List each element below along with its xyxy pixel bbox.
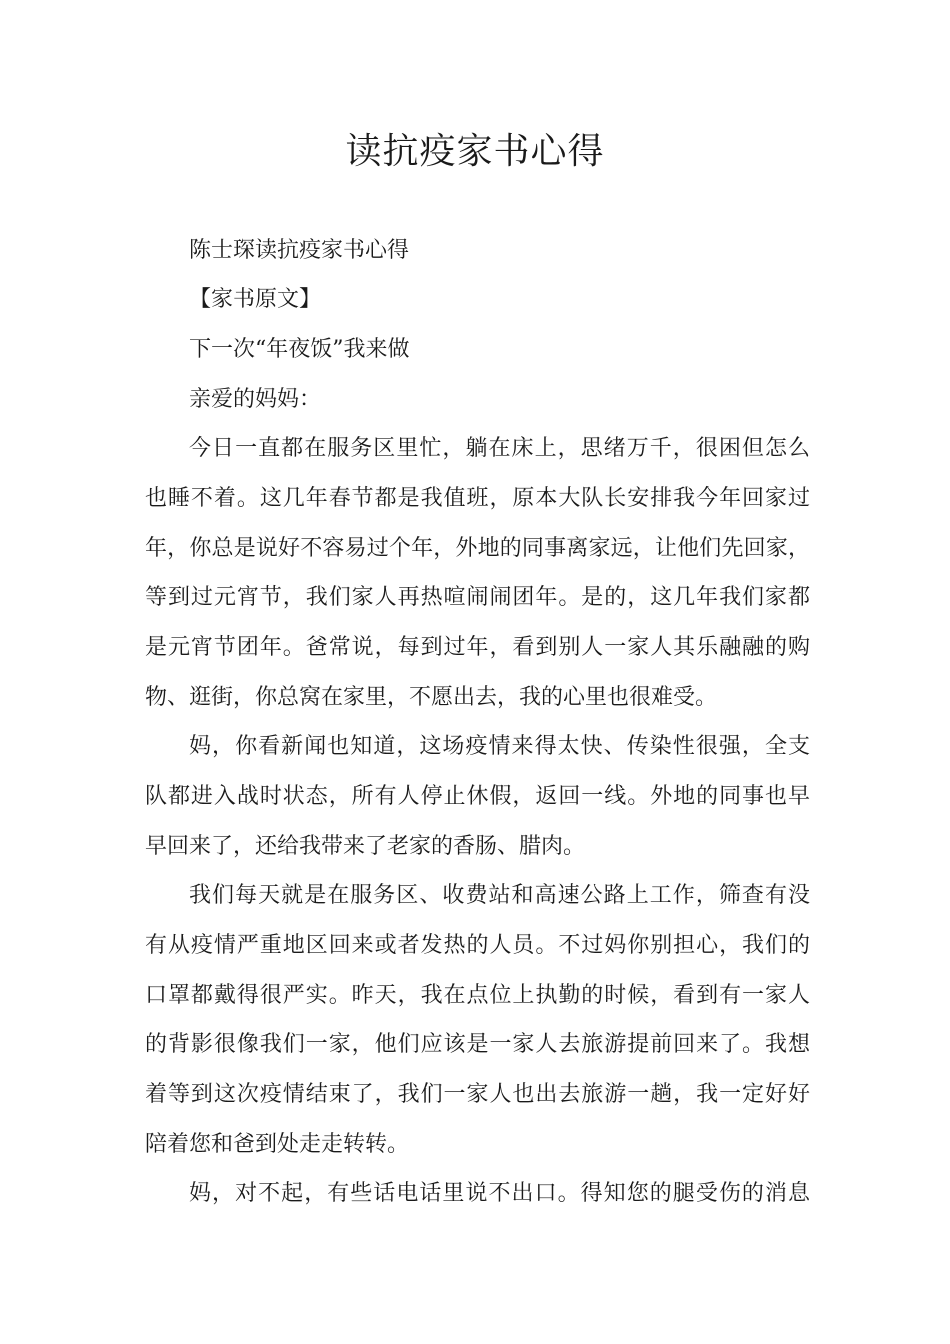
paragraph-line: 我们每天就是在服务区、收费站和高速公路上工作，筛查有没: [189, 883, 810, 908]
paragraph-line: 年，你总是说好不容易过个年，外地的同事离家远，让他们先回家，: [145, 536, 810, 561]
document-title: 读抗疫家书心得: [345, 131, 605, 172]
paragraph-line: 等到过元宵节，我们家人再热喧闹闹团年。是的，这几年我们家都: [145, 585, 810, 610]
paragraph-line: 早回来了，还给我带来了老家的香肠、腊肉。: [145, 834, 586, 859]
paragraph-line: 陪着您和爸到处走走转转。: [145, 1132, 410, 1157]
paragraph-line: 妈，对不起，有些话电话里说不出口。得知您的腿受伤的消息: [189, 1181, 810, 1206]
paragraph-line: 口罩都戴得很严实。昨天，我在点位上执勤的时候，看到有一家人: [145, 983, 810, 1008]
paragraph-line: 队都进入战时状态，所有人停止休假，返回一线。外地的同事也早: [145, 784, 810, 809]
paragraph-line: 着等到这次疫情结束了，我们一家人也出去旅游一趟，我一定好好: [145, 1082, 810, 1107]
paragraph-line: 物、逛街，你总窝在家里，不愿出去，我的心里也很难受。: [145, 685, 718, 710]
author-line: 陈士琛读抗疫家书心得: [189, 238, 410, 263]
letter-title: 下一次“年夜饭”我来做: [189, 337, 410, 362]
paragraph-line: 今日一直都在服务区里忙，躺在床上，思绪万千，很困但怎么: [189, 436, 810, 461]
paragraph-line: 妈，你看新闻也知道，这场疫情来得太快、传染性很强，全支: [189, 734, 810, 759]
section-heading: 【家书原文】: [189, 287, 322, 312]
paragraph-line: 也睡不着。这几年春节都是我值班，原本大队长安排我今年回家过: [145, 486, 810, 511]
paragraph-line: 有从疫情严重地区回来或者发热的人员。不过妈你别担心，我们的: [145, 933, 810, 958]
paragraph-line: 是元宵节团年。爸常说，每到过年，看到别人一家人其乐融融的购: [145, 635, 810, 660]
letter-salutation: 亲爱的妈妈：: [189, 387, 322, 412]
paragraph-line: 的背影很像我们一家，他们应该是一家人去旅游提前回来了。我想: [145, 1032, 810, 1057]
